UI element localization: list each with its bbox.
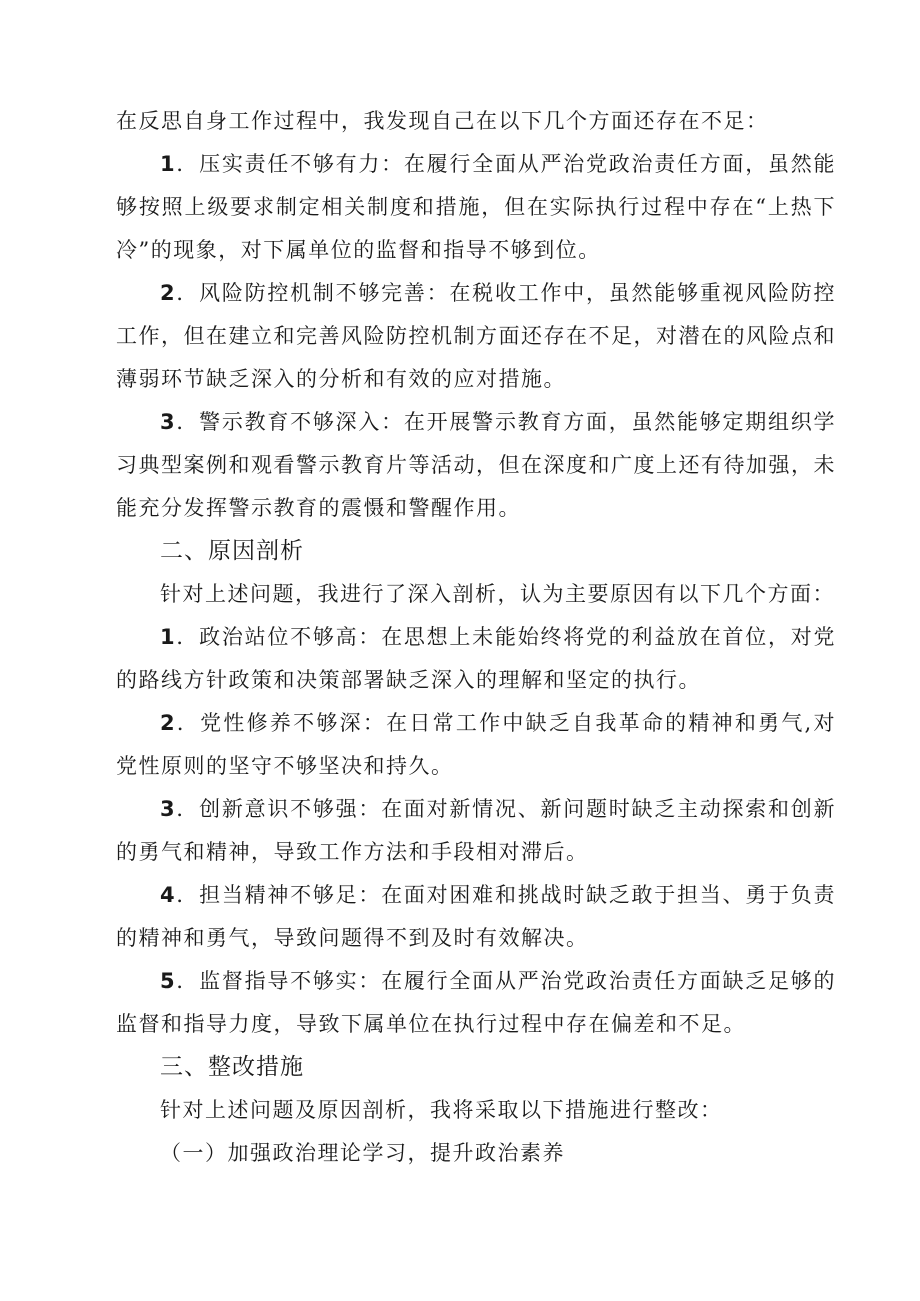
item-number: 2 bbox=[160, 281, 177, 305]
item-number: 5 bbox=[160, 969, 177, 993]
section-heading-rectification: 三、整改措施 bbox=[160, 1054, 304, 1080]
item-text: ．警示教育不够深入：在开展警示教育方面，虽然能够定期组织学习典型案例和观看警示教育片等活动，但在深度和广度上还有待加强，未能充分发挥警示教育的震慑和警醒作用。 bbox=[116, 410, 836, 520]
cause-item-1 bbox=[116, 616, 836, 702]
item-number: 1 bbox=[160, 625, 177, 649]
section3-intro: 针对上述问题及原因剖析，我将采取以下措施进行整改： bbox=[160, 1098, 723, 1122]
section2-intro: 针对上述问题，我进行了深入剖析，认为主要原因有以下几个方面： bbox=[160, 582, 835, 606]
intro-paragraph: 在反思自身工作过程中，我发现自己在以下几个方面还存在不足： bbox=[116, 109, 769, 133]
item-text: ．风险防控机制不够完善：在税收工作中，虽然能够重视风险防控工作，但在建立和完善风险防控机制方面还存在不足，对潜在的风险点和薄弱环节缺乏深入的分析和有效的应对措施。 bbox=[116, 281, 836, 391]
item-number: 3 bbox=[160, 410, 177, 434]
item-number: 4 bbox=[160, 883, 177, 907]
shortcoming-item-2 bbox=[116, 272, 836, 401]
item-number: 3 bbox=[160, 797, 177, 821]
cause-item-5 bbox=[116, 960, 836, 1046]
shortcoming-item-3 bbox=[116, 401, 836, 530]
item-number: 2 bbox=[160, 711, 177, 735]
document-body bbox=[116, 100, 836, 1175]
item-text: ．创新意识不够强：在面对新情况、新问题时缺乏主动探索和创新的勇气和精神，导致工作方法和手段相对滞后。 bbox=[116, 797, 836, 864]
cause-item-3 bbox=[116, 788, 836, 874]
shortcoming-item-1 bbox=[116, 143, 836, 272]
item-number: 1 bbox=[160, 152, 177, 176]
item-text: ．担当精神不够足：在面对困难和挑战时缺乏敢于担当、勇于负责的精神和勇气，导致问题得不到及时有效解决。 bbox=[116, 883, 836, 950]
item-text: ．监督指导不够实：在履行全面从严治党政治责任方面缺乏足够的监督和指导力度，导致下属单位在执行过程中存在偏差和不足。 bbox=[116, 969, 836, 1036]
item-text: ．党性修养不够深：在日常工作中缺乏自我革命的精神和勇气,对党性原则的坚守不够坚决和持久。 bbox=[116, 711, 836, 778]
item-text: ．压实责任不够有力：在履行全面从严治党政治责任方面，虽然能够按照上级要求制定相关制度和措施，但在实际执行过程中存在“上热下冷”的现象，对下属单位的监督和指导不够到位。 bbox=[116, 152, 836, 262]
item-text: ．政治站位不够高：在思想上未能始终将党的利益放在首位，对党的路线方针政策和决策部署缺乏深入的理解和坚定的执行。 bbox=[116, 625, 836, 692]
section-heading-cause-analysis: 二、原因剖析 bbox=[160, 538, 304, 564]
subsection-heading-1: （一）加强政治理论学习，提升政治素养 bbox=[160, 1141, 565, 1165]
cause-item-2 bbox=[116, 702, 836, 788]
cause-item-4 bbox=[116, 874, 836, 960]
